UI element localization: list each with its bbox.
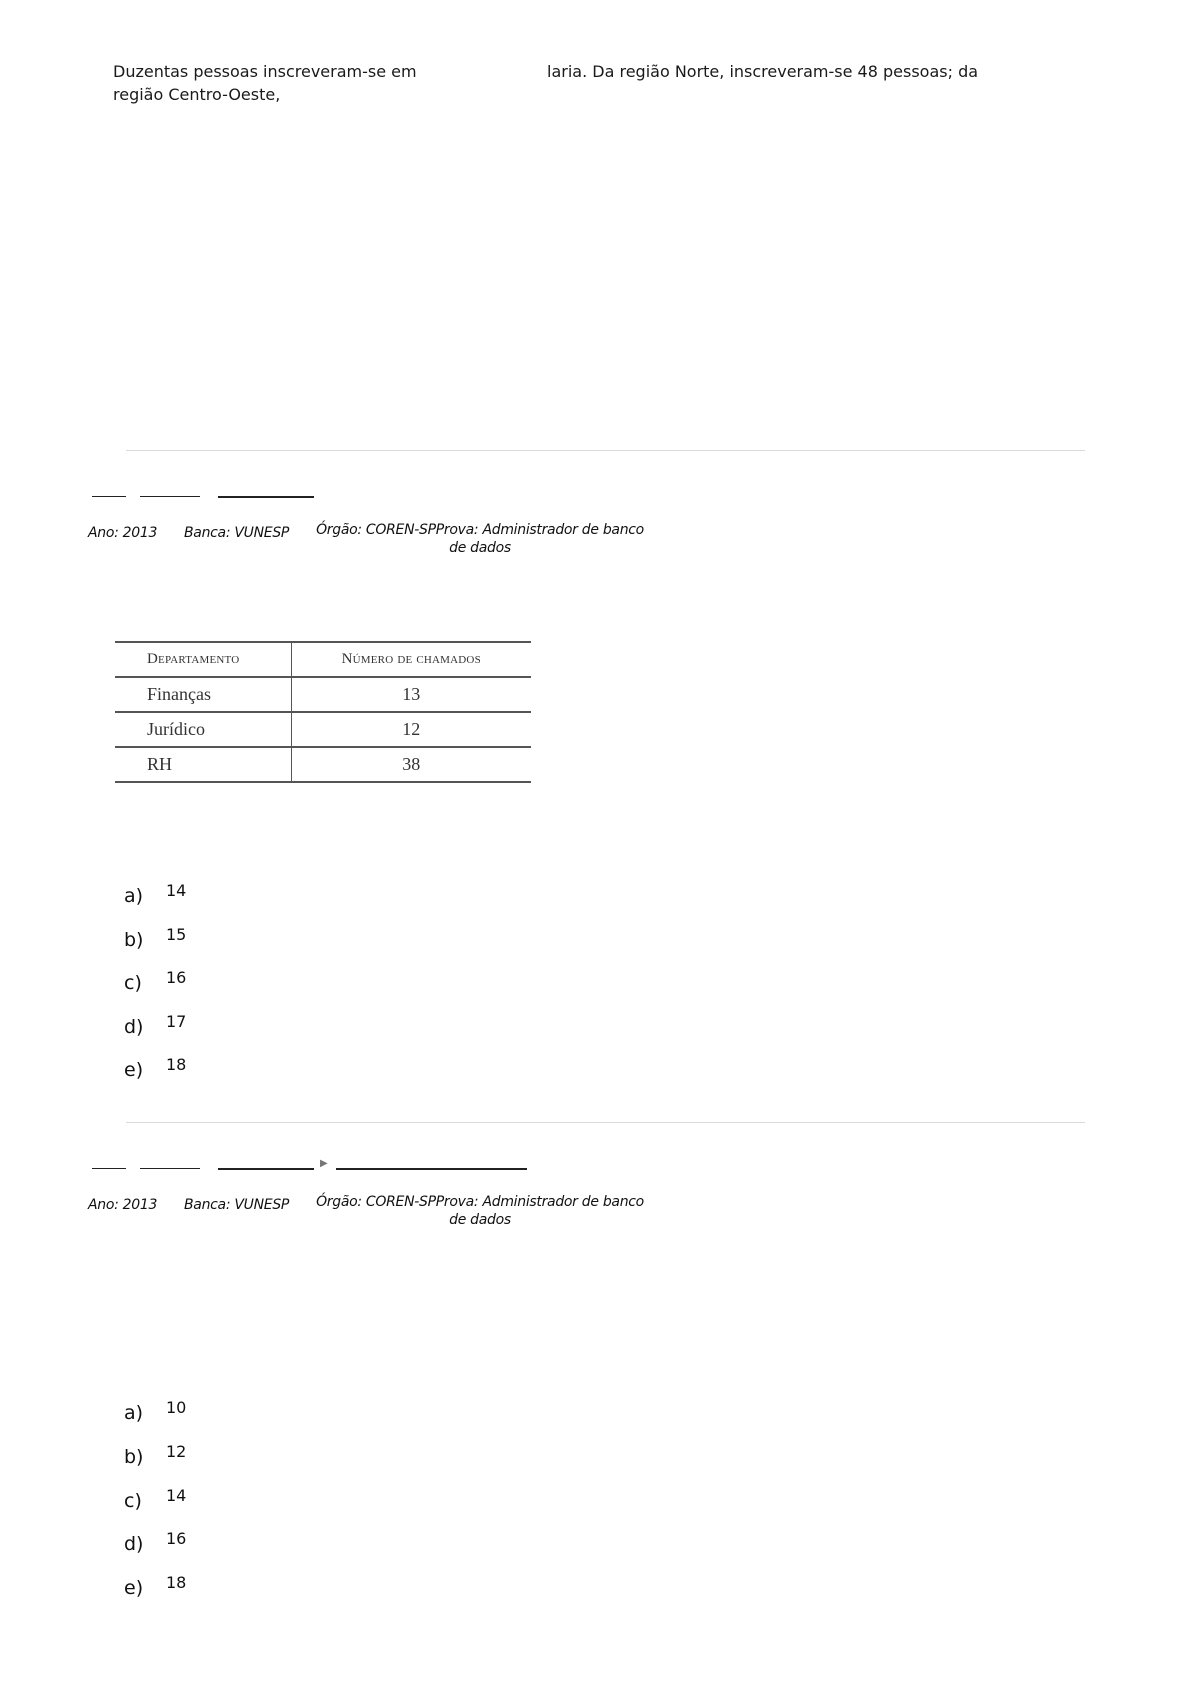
intro-left-line1: Duzentas pessoas inscreveram-se em bbox=[113, 62, 417, 81]
intro-left-text bbox=[113, 60, 417, 106]
option-value: 10 bbox=[166, 1398, 187, 1417]
option-value: 18 bbox=[166, 1055, 187, 1074]
option-letter: c) bbox=[124, 1490, 142, 1512]
arrow-right-icon: ▶ bbox=[320, 1158, 328, 1169]
option-value: 18 bbox=[166, 1573, 187, 1592]
table-header-numero: Número de chamados bbox=[291, 642, 531, 677]
question-divider bbox=[126, 1122, 1085, 1123]
question-1-orgao-line1: Órgão: COREN-SPProva: Administrador de banco bbox=[316, 522, 644, 538]
option-letter: a) bbox=[124, 1402, 144, 1424]
intro-left-line2: região Centro-Oeste, bbox=[113, 85, 281, 104]
tab-placeholder-1[interactable] bbox=[92, 1168, 126, 1169]
question-2-orgao-line2: de dados bbox=[449, 1212, 511, 1228]
option-letter: d) bbox=[124, 1016, 144, 1038]
question-2-banca: Banca: VUNESP bbox=[184, 1197, 290, 1213]
tab-placeholder-3[interactable] bbox=[218, 496, 314, 498]
option-letter: b) bbox=[124, 929, 144, 951]
option-letter: e) bbox=[124, 1059, 144, 1081]
table-header-row bbox=[115, 642, 531, 677]
table-cell-departamento: Jurídico bbox=[115, 712, 291, 747]
option-value: 16 bbox=[166, 968, 187, 987]
option-value: 16 bbox=[166, 1529, 187, 1548]
table-row bbox=[115, 677, 531, 712]
table-row bbox=[115, 712, 531, 747]
question-2-orgao-line1: Órgão: COREN-SPProva: Administrador de banco bbox=[316, 1194, 644, 1210]
table-row bbox=[115, 747, 531, 782]
department-table bbox=[115, 641, 531, 783]
tab-placeholder-4[interactable] bbox=[336, 1168, 527, 1170]
option-value: 14 bbox=[166, 1486, 187, 1505]
option-value: 14 bbox=[166, 881, 187, 900]
question-1-banca: Banca: VUNESP bbox=[184, 525, 290, 541]
option-letter: b) bbox=[124, 1446, 144, 1468]
intro-right-line1: laria. Da região Norte, inscreveram-se 48 pessoas; da bbox=[547, 62, 979, 81]
option-value: 12 bbox=[166, 1442, 187, 1461]
table-cell-numero: 12 bbox=[291, 712, 531, 747]
tab-placeholder-2[interactable] bbox=[140, 496, 200, 497]
tab-placeholder-3[interactable] bbox=[218, 1168, 314, 1170]
option-letter: a) bbox=[124, 885, 144, 907]
question-2-orgao bbox=[310, 1193, 650, 1229]
option-letter: e) bbox=[124, 1577, 144, 1599]
table-cell-numero: 13 bbox=[291, 677, 531, 712]
question-1-orgao bbox=[310, 521, 650, 557]
option-value: 17 bbox=[166, 1012, 187, 1031]
question-2-ano: Ano: 2013 bbox=[88, 1197, 158, 1213]
option-letter: d) bbox=[124, 1533, 144, 1555]
tab-placeholder-1[interactable] bbox=[92, 496, 126, 497]
table-cell-departamento: Finanças bbox=[115, 677, 291, 712]
table-cell-numero: 38 bbox=[291, 747, 531, 782]
table-cell-departamento: RH bbox=[115, 747, 291, 782]
intro-right-text bbox=[547, 60, 978, 83]
question-divider bbox=[126, 450, 1085, 451]
table-header-departamento: Departamento bbox=[115, 642, 291, 677]
question-1-ano: Ano: 2013 bbox=[88, 525, 158, 541]
tab-placeholder-2[interactable] bbox=[140, 1168, 200, 1169]
option-value: 15 bbox=[166, 925, 187, 944]
question-1-orgao-line2: de dados bbox=[449, 540, 511, 556]
option-letter: c) bbox=[124, 972, 142, 994]
